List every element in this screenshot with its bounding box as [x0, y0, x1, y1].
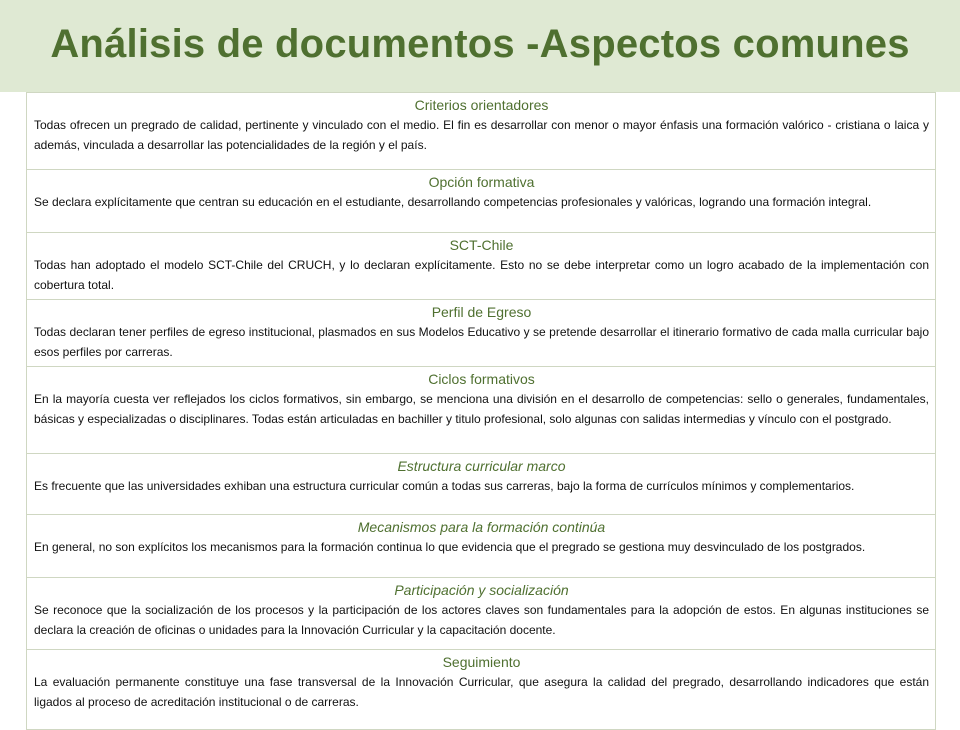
table-row [27, 233, 936, 300]
table-row [27, 454, 936, 515]
section-text: Es frecuente que las universidades exhiban una estructura curricular común a todas sus carreras, bajo la forma de currículos mínimos y complementarios. [34, 479, 855, 493]
section-heading: SCT-Chile [449, 237, 514, 253]
section-text: Se declara explícitamente que centran su educación en el estudiante, desarrollando competencias profesionales y valóricas, logrando una formación integral. [34, 195, 872, 209]
section-heading: Criterios orientadores [414, 97, 549, 113]
section-text: Todas ofrecen un pregrado de calidad, pertinente y vinculado con el medio. El fin es desarrollar con menor o mayor énfasis una formación valórico - cristiana o laica y además, vinculada a desarrollar las potencialidades de la región y el país. [34, 118, 929, 152]
section-heading: Participación y socialización [394, 582, 569, 598]
table-row [27, 650, 936, 730]
section-opcion-formativa [27, 170, 936, 233]
section-criterios-orientadores [27, 93, 936, 170]
section-participacion-socializacion [27, 578, 936, 650]
criteria-table [26, 92, 936, 730]
table-row [27, 367, 936, 454]
section-sct-chile [27, 233, 936, 300]
section-heading: Mecanismos para la formación continúa [357, 519, 606, 535]
section-seguimiento [27, 650, 936, 730]
section-ciclos-formativos [27, 367, 936, 454]
section-heading: Ciclos formativos [428, 371, 535, 387]
table-row [27, 170, 936, 233]
section-mecanismos-formacion [27, 515, 936, 578]
section-text: Todas han adoptado el modelo SCT-Chile del CRUCH, y lo declaran explícitamente. Esto no se debe interpretar como un logro acabado de la implementación con cobertura total. [34, 258, 929, 292]
section-heading: Perfil de Egreso [431, 304, 532, 320]
table-row [27, 578, 936, 650]
section-heading: Seguimiento [442, 654, 521, 670]
section-text: Todas declaran tener perfiles de egreso institucional, plasmados en sus Modelos Educativo y se pretende desarrollar el itinerario formativo de cada malla curricular bajo esos perfiles por carreras. [34, 325, 929, 359]
section-heading: Estructura curricular marco [397, 458, 566, 474]
section-text: En general, no son explícitos los mecanismos para la formación continua lo que evidencia que el pregrado se gestiona muy desvinculado de los postgrados. [34, 540, 866, 554]
section-estructura-curricular [27, 454, 936, 515]
table-row [27, 93, 936, 170]
section-heading: Opción formativa [428, 174, 535, 190]
table-row [27, 515, 936, 578]
section-text: La evaluación permanente constituye una fase transversal de la Innovación Curricular, que asegura la calidad del pregrado, desarrollando indicadores que están ligados al proceso de acreditación institucional o de carreras. [34, 675, 929, 709]
section-perfil-de-egreso [27, 300, 936, 367]
section-text: En la mayoría cuesta ver reflejados los ciclos formativos, sin embargo, se menciona una división en el desarrollo de competencias: sello o generales, fundamentales, básicas y especializadas o disciplinares. Todas están articuladas en bachiller y titulo profesional, solo algunas con salidas intermedias y vínculo con el postgrado. [34, 392, 929, 426]
section-text: Se reconoce que la socialización de los procesos y la participación de los actores claves son fundamentales para la adopción de estos. En algunas instituciones se declara la creación de oficinas o unidades para la Innovación Curricular y la capacitación docente. [34, 603, 929, 637]
table-row [27, 300, 936, 367]
title-banner [0, 0, 960, 92]
page-title: Análisis de documentos -Aspectos comunes [50, 22, 910, 66]
